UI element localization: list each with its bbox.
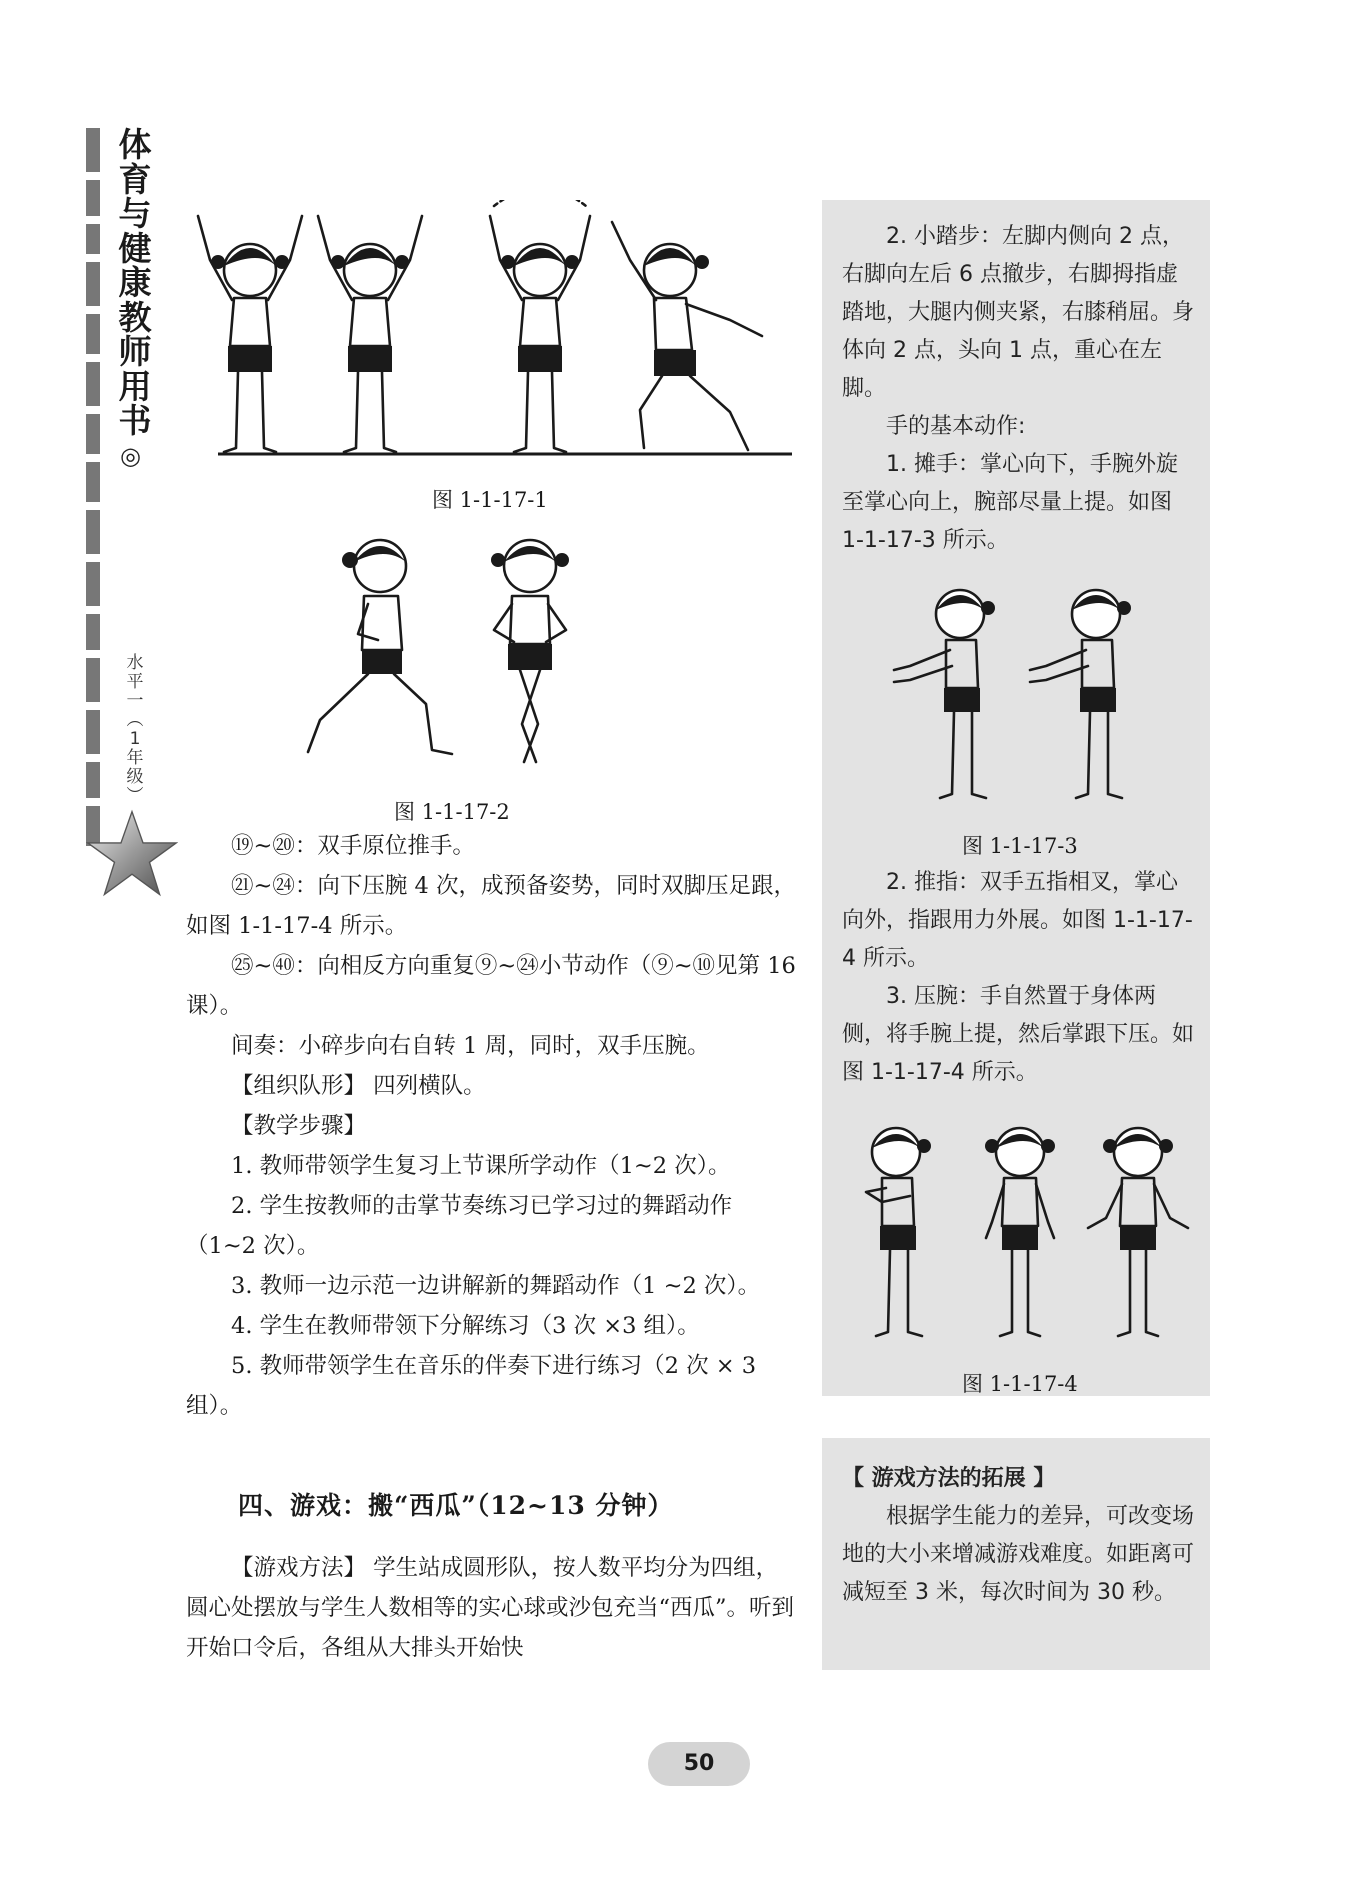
figure-4-caption: 图 1-1-17-4 bbox=[962, 1372, 1078, 1396]
figure-1-1-17-2-illustration bbox=[280, 524, 640, 786]
level-label: 水 平 一 ︵ 1 年 级 ︶ bbox=[126, 653, 144, 806]
paragraph-19-20: ⑲~⑳：双手原位推手。 bbox=[231, 833, 475, 859]
paragraph-25-40: ㉕~㊵：向相反方向重复⑨~㉔小节动作（⑨~⑩见第 16 课）。 bbox=[186, 953, 796, 1019]
push-fingers-paragraph: 2. 推指：双手五指相叉，掌心向外，指跟用力外展。如图 1-1-17-4 所示。 bbox=[842, 870, 1193, 971]
game-extension-text bbox=[842, 1460, 1194, 1612]
game-extension-title: 【 游戏方法的拓展 】 bbox=[842, 1466, 1056, 1491]
page-number: 50 bbox=[648, 1742, 750, 1786]
book-title: 体 育 与 健 康 教 师 用 书 bbox=[118, 125, 152, 440]
spread-hands-paragraph: 1. 摊手：掌心向下，手腕外旋至掌心向上，腕部尽量上提。如图 1-1-17-3 所示。 bbox=[842, 452, 1178, 553]
step-5: 5. 教师带领学生在音乐的伴奏下进行练习（2 次 × 3 组）。 bbox=[186, 1353, 757, 1419]
paragraph-interlude: 间奏：小碎步向右自转 1 周，同时，双手压腕。 bbox=[231, 1033, 710, 1059]
game-heading: 四、游戏：搬“西瓜”（12~13 分钟） bbox=[238, 1491, 674, 1520]
figure-2-caption: 图 1-1-17-2 bbox=[394, 800, 510, 824]
step-4: 4. 学生在教师带领下分解练习（3 次 ×3 组）。 bbox=[231, 1313, 700, 1339]
paragraph-steps-heading: 【教学步骤】 bbox=[231, 1113, 367, 1139]
game-method-paragraph: 【游戏方法】 学生站成圆形队，按人数平均分为四组，圆心处摆放与学生人数相等的实心球或沙包充当“西瓜”。听到开始口令后，各组从大排头开始快 bbox=[186, 1555, 795, 1661]
figure-1-1-17-3-illustration bbox=[880, 574, 1180, 814]
step-1: 1. 教师带领学生复习上节课所学动作（1~2 次）。 bbox=[231, 1153, 731, 1179]
step-2: 2. 学生按教师的击掌节奏练习已学习过的舞蹈动作（1~2 次）。 bbox=[186, 1193, 733, 1259]
main-body-text bbox=[186, 826, 798, 1426]
press-wrist-paragraph: 3. 压腕：手自然置于身体两侧，将手腕上提，然后掌跟下压。如图 1-1-17-4 所示。 bbox=[842, 984, 1195, 1085]
panel-mid-text bbox=[842, 864, 1194, 1092]
game-extension-paragraph: 根据学生能力的差异，可改变场地的大小来增减游戏难度。如距离可减短至 3 米，每次时间为 30 秒。 bbox=[842, 1504, 1195, 1605]
game-method-text bbox=[186, 1548, 798, 1668]
panel-top-text bbox=[842, 218, 1194, 560]
hand-basics-label: 手的基本动作: bbox=[886, 414, 1026, 439]
figure-1-1-17-4-illustration bbox=[850, 1118, 1200, 1352]
step-3: 3. 教师一边示范一边讲解新的舞蹈动作（1 ~2 次）。 bbox=[231, 1273, 761, 1299]
circle-mark: ◎ bbox=[120, 442, 141, 470]
figure-1-1-17-1-illustration bbox=[180, 200, 800, 462]
figure-1-caption: 图 1-1-17-1 bbox=[432, 488, 548, 512]
star-icon bbox=[86, 808, 178, 900]
small-step-paragraph: 2. 小踏步：左脚内侧向 2 点，右脚向左后 6 点撤步，右脚拇指虚踏地，大腿内侧夹紧，右膝稍屈。身体向 2 点，头向 1 点，重心在左脚。 bbox=[842, 224, 1195, 401]
paragraph-21-24: ㉑~㉔：向下压腕 4 次，成预备姿势，同时双脚压足跟，如图 1-1-17-4 所示。 bbox=[186, 873, 796, 939]
figure-3-caption: 图 1-1-17-3 bbox=[962, 834, 1078, 858]
paragraph-formation: 【组织队形】 四列横队。 bbox=[231, 1073, 486, 1099]
